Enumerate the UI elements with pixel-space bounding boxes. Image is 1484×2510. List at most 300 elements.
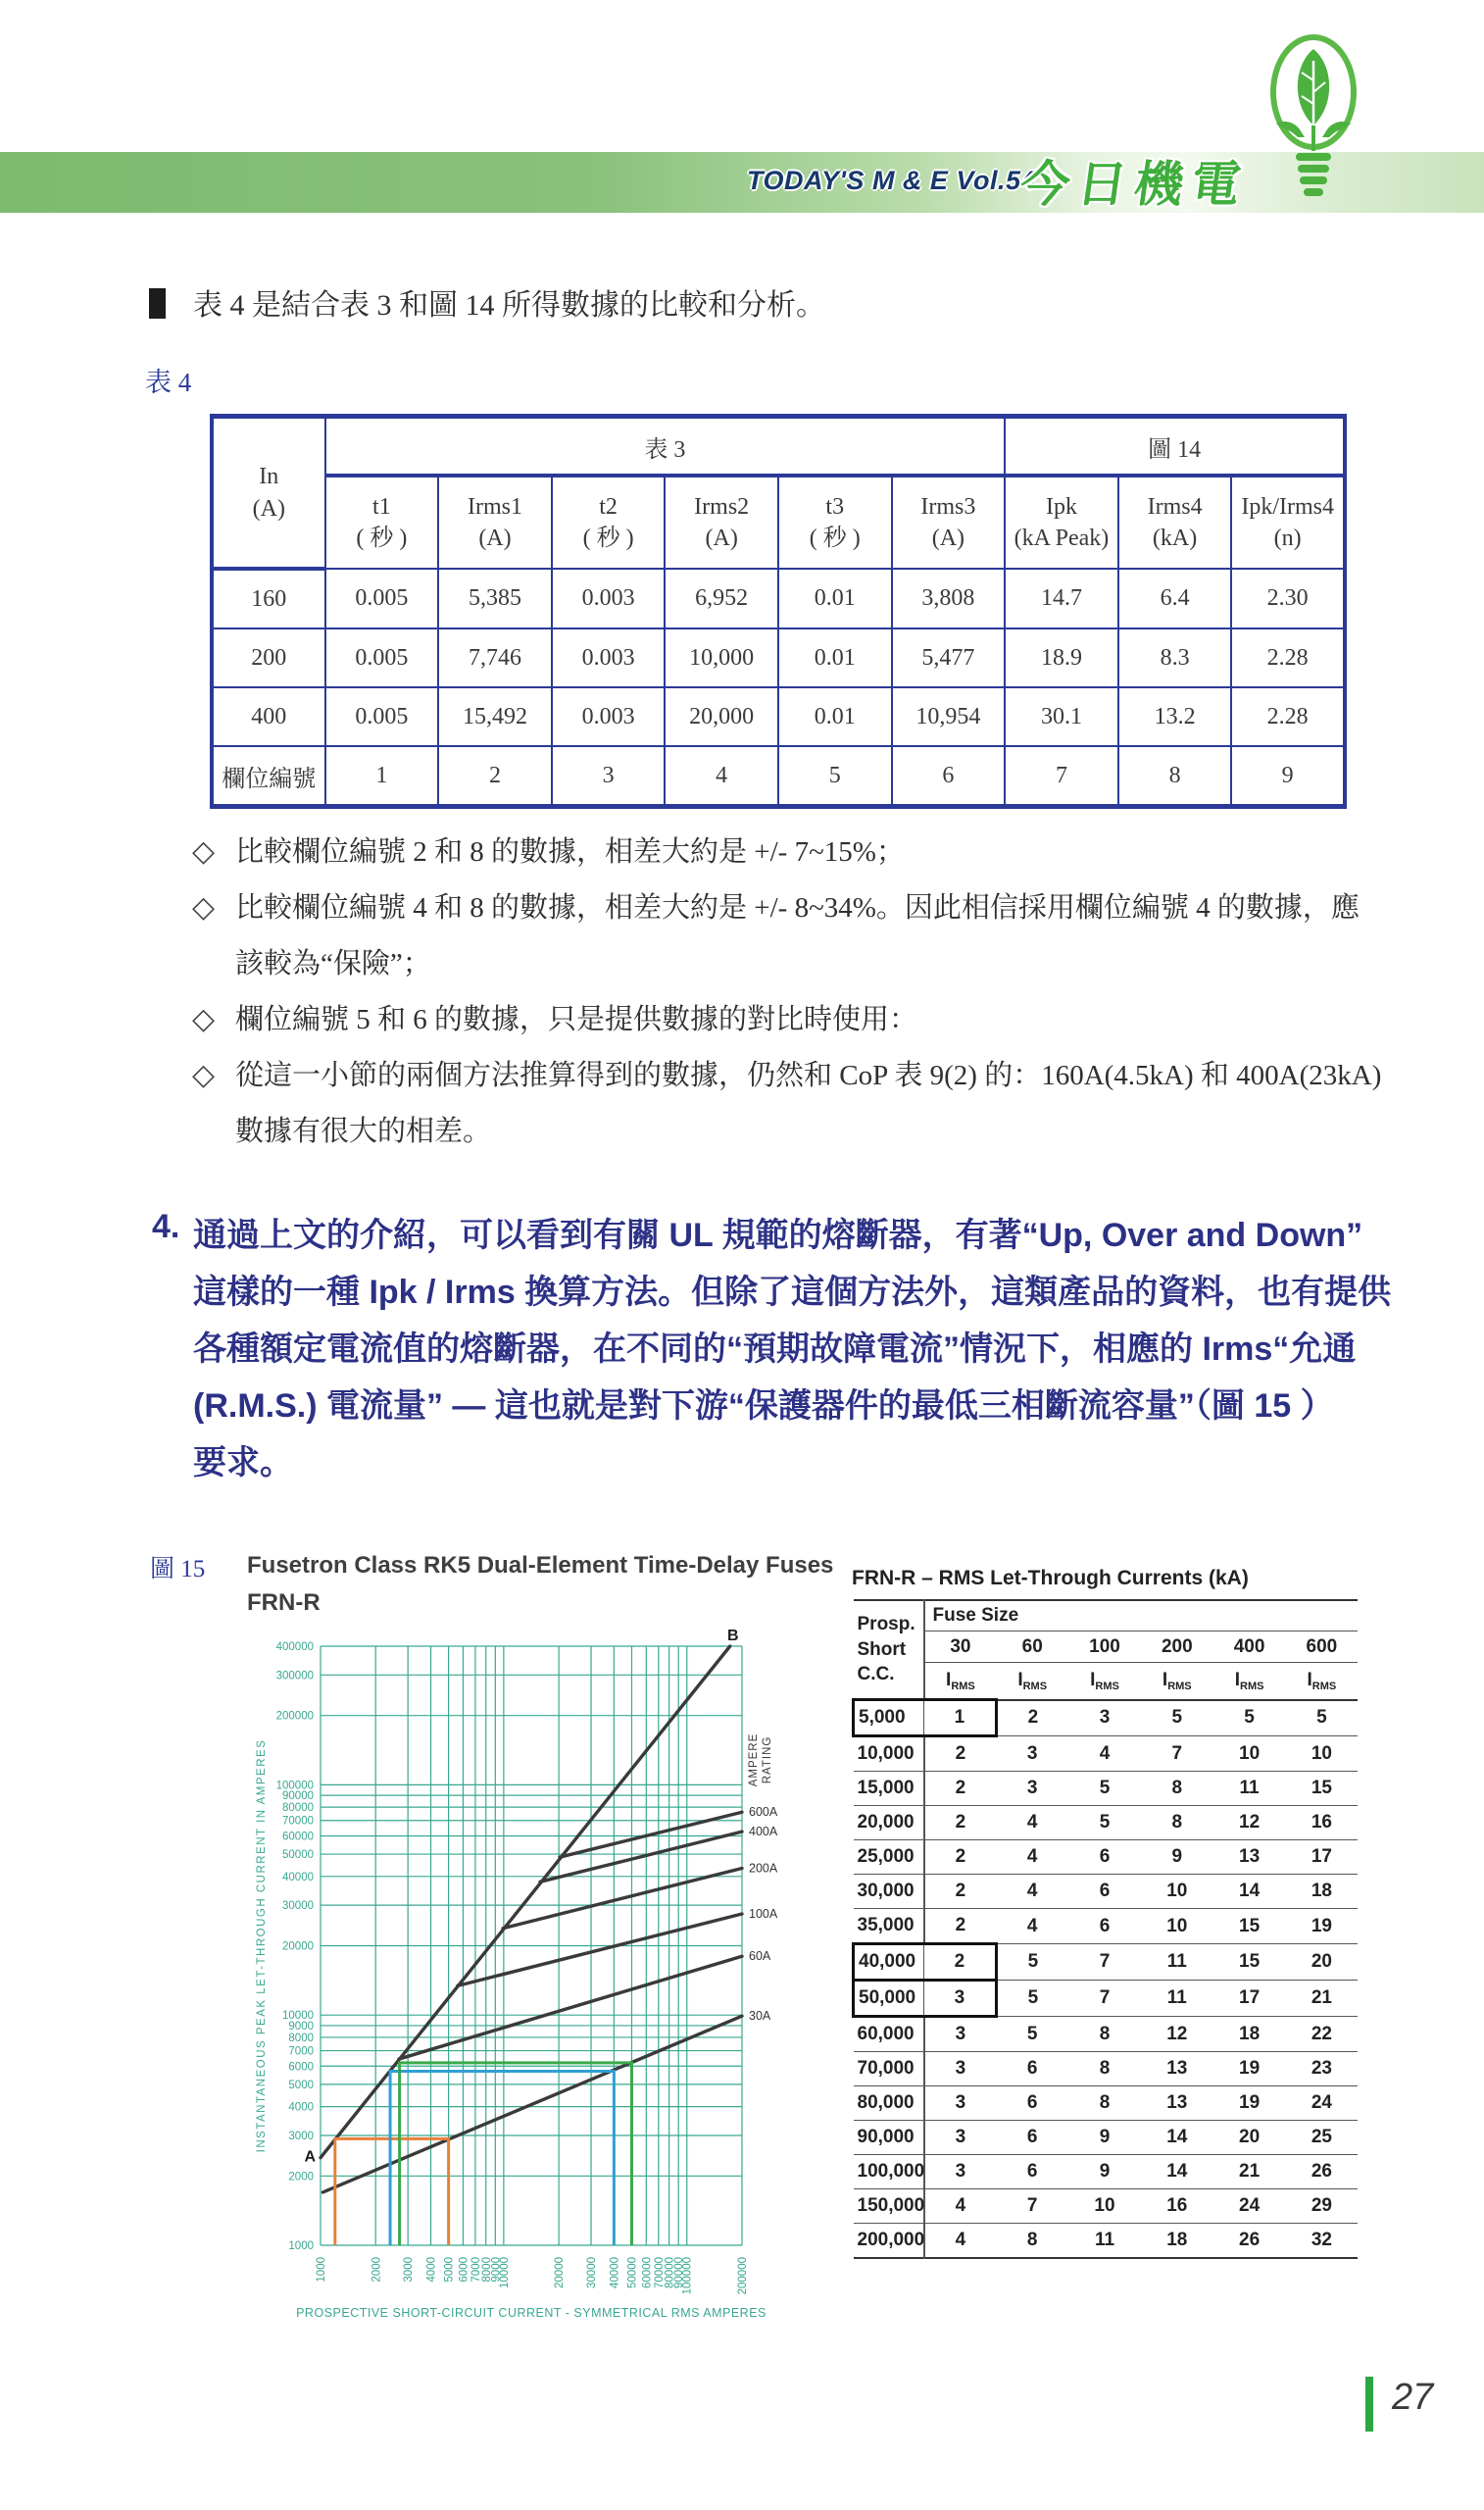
table4-cell: 10,000 (665, 628, 778, 687)
magazine-title-zh: 今日機電 (1016, 157, 1253, 212)
table4-cell: 0.003 (552, 628, 666, 687)
frn-cell-irms: 4 (996, 1806, 1068, 1840)
bullet-line (192, 885, 1360, 926)
table4-column-header (665, 476, 778, 569)
frn-cell-irms: 13 (1141, 2052, 1213, 2086)
bullet-line (192, 1053, 1381, 1093)
table4 (210, 414, 1347, 809)
frn-cell-irms: 15 (1285, 1772, 1358, 1806)
frn-row (854, 2155, 1359, 2189)
bullet-text: 該較為“保險”； (235, 948, 431, 979)
table4-cell: 3 (552, 746, 666, 807)
frn-cell-irms: 26 (1213, 2224, 1286, 2259)
frn-header-row1 (854, 1600, 1359, 1632)
x-tick-label: 7000 (470, 2257, 482, 2283)
column-symbol: Ipk (1045, 493, 1077, 520)
table4-cell: 8.3 (1118, 628, 1232, 687)
table4-column-header (1231, 476, 1345, 569)
frn-row (854, 1875, 1359, 1909)
y-tick-label: 60000 (282, 1831, 314, 1843)
diamond-bullet-icon: ◇ (192, 1059, 216, 1091)
ampere-rating-label: RATING (762, 1735, 773, 1784)
table4-cell: 欄位編號 (212, 746, 325, 807)
frn-cell-irms: 11 (1213, 1772, 1286, 1806)
frn-cell-irms: 17 (1285, 1840, 1358, 1875)
frn-cell-irms: 2 (924, 1840, 997, 1875)
frn-cell-irms: 26 (1285, 2155, 1358, 2189)
let-through-chart (216, 1613, 823, 2363)
x-tick-label: 9000 (490, 2257, 503, 2283)
frn-row (854, 1944, 1359, 1981)
frn-cell-irms: 8 (1141, 1772, 1213, 1806)
frn-cell-irms: 6 (1068, 1909, 1141, 1944)
frn-row (854, 1909, 1359, 1944)
frn-cell-irms: 4 (924, 2189, 997, 2224)
table4-container (210, 414, 1347, 809)
column-unit: ( 秒 ) (582, 526, 634, 551)
y-tick-label: 90000 (282, 1790, 314, 1803)
frn-cell-irms: 14 (1213, 1875, 1286, 1909)
table4-cell: 2 (438, 746, 552, 807)
x-axis-title: PROSPECTIVE SHORT-CIRCUIT CURRENT - SYMMETRICAL RMS AMPERES (296, 2306, 767, 2320)
x-tick-label: 10000 (498, 2257, 511, 2288)
table4-column-header (778, 476, 892, 569)
y-tick-label: 2000 (288, 2171, 314, 2184)
column-unit: (A) (705, 526, 738, 551)
frn-header-fuse-size: Fuse Size (924, 1600, 1359, 1632)
frn-cell-irms: 11 (1141, 1944, 1213, 1981)
frn-cell-irms: 24 (1213, 2189, 1286, 2224)
frn-cell-irms: 7 (1141, 1736, 1213, 1772)
table4-cell: 0.003 (552, 569, 666, 628)
frn-cell-irms: 10 (1285, 1736, 1358, 1772)
table4-cell: 0.005 (325, 687, 439, 746)
frn-header-size: 60 (996, 1632, 1068, 1663)
frn-cell-prospective: 50,000 (854, 1981, 924, 2017)
frn-cell-irms: 12 (1141, 2017, 1213, 2052)
frn-cell-irms: 6 (996, 2121, 1068, 2155)
table4-column-header (1118, 476, 1232, 569)
frn-cell-irms: 5 (996, 1981, 1068, 2017)
frn-row (854, 1840, 1359, 1875)
x-tick-label: 20000 (554, 2257, 567, 2288)
overlay-example-green (400, 2063, 632, 2245)
frn-cell-irms: 8 (996, 2224, 1068, 2259)
frn-row (854, 2224, 1359, 2259)
frn-cell-irms: 19 (1213, 2052, 1286, 2086)
frn-cell-irms: 11 (1141, 1981, 1213, 2017)
x-tick-label: 2000 (371, 2257, 383, 2283)
frn-header-irms: $I_{RMS}$ (996, 1663, 1068, 1700)
bullet-line (192, 997, 917, 1037)
column-symbol: t3 (825, 493, 845, 520)
frn-cell-irms: 2 (924, 1875, 997, 1909)
table4-cell: 0.01 (778, 628, 892, 687)
x-tick-label: 8000 (480, 2257, 493, 2283)
frn-cell-irms: 19 (1213, 2086, 1286, 2121)
frn-header-size: 30 (924, 1632, 997, 1663)
y-tick-label: 20000 (282, 1940, 314, 1953)
figure15-caption: 圖 15 (150, 1556, 206, 1582)
frn-cell-irms: 2 (924, 1772, 997, 1806)
frn-row (854, 1981, 1359, 2017)
frn-cell-irms: 7 (1068, 1981, 1141, 2017)
x-tick-label: 60000 (641, 2257, 654, 2288)
table4-cell: 2.30 (1231, 569, 1345, 628)
frn-table (852, 1599, 1358, 2259)
frn-cell-irms: 5 (1285, 1700, 1358, 1736)
section4-line: 要求。 (193, 1444, 293, 1481)
table4-cell: 7,746 (438, 628, 552, 687)
frn-cell-irms: 2 (924, 1944, 997, 1981)
frn-cell-irms: 18 (1285, 1875, 1358, 1909)
table4-cell: 0.005 (325, 628, 439, 687)
frn-header-irms: $I_{RMS}$ (1141, 1663, 1213, 1700)
table4-cell: 15,492 (438, 687, 552, 746)
y-tick-label: 300000 (275, 1670, 314, 1682)
frn-cell-prospective: 5,000 (854, 1700, 924, 1736)
table4-column-header (438, 476, 552, 569)
page-number-bar (1365, 2377, 1373, 2432)
frn-cell-irms: 6 (996, 2155, 1068, 2189)
figure15-title-line1: Fusetron Class RK5 Dual-Element Time-Delay Fuses (247, 1552, 834, 1579)
frn-header-irms-sub: RMS (1095, 1680, 1119, 1692)
frn-header-prospective-line: Short (857, 1638, 907, 1660)
frn-header-irms-sub: RMS (1240, 1680, 1264, 1692)
fuse-curve-label-60A: 60A (749, 1949, 771, 1964)
table4-cell: 6.4 (1118, 569, 1232, 628)
frn-cell-irms: 3 (996, 1772, 1068, 1806)
table4-cell: 2.28 (1231, 687, 1345, 746)
table4-cell: 2.28 (1231, 628, 1345, 687)
y-tick-label: 80000 (282, 1802, 314, 1815)
frn-cell-prospective: 200,000 (854, 2224, 924, 2259)
x-tick-label: 200000 (737, 2257, 749, 2295)
figure15-title (247, 1547, 833, 1622)
table4-cell: 6 (892, 746, 1006, 807)
column-symbol: t2 (599, 493, 618, 520)
fuse-curve-60A (399, 1956, 742, 2059)
frn-header-size: 400 (1213, 1632, 1286, 1663)
table4-header-In-line2: (A) (252, 495, 285, 522)
frn-cell-irms: 16 (1141, 2189, 1213, 2224)
diamond-bullet-icon: ◇ (192, 835, 216, 868)
table4-cell: 13.2 (1118, 687, 1232, 746)
diamond-bullet-icon: ◇ (192, 891, 216, 924)
frn-row (854, 2052, 1359, 2086)
y-tick-label: 30000 (282, 1900, 314, 1913)
section4-line: 這樣的一種 Ipk / Irms 換算方法。但除了這個方法外，這類產品的資料，也有提供 (193, 1274, 1392, 1311)
frn-row (854, 1736, 1359, 1772)
intro-line (149, 280, 825, 324)
x-tick-label: 30000 (586, 2257, 599, 2288)
table4-column-header (552, 476, 666, 569)
frn-cell-prospective: 40,000 (854, 1944, 924, 1981)
frn-cell-prospective: 20,000 (854, 1806, 924, 1840)
table4-cell: 200 (212, 628, 325, 687)
column-symbol: Irms2 (694, 493, 750, 520)
bullet-text: 欄位編號 5 和 6 的數據，只是提供數據的對比時使用： (235, 1004, 918, 1035)
y-tick-label: 70000 (282, 1815, 314, 1828)
frn-row (854, 2121, 1359, 2155)
column-symbol: Irms3 (920, 493, 976, 520)
frn-cell-irms: 4 (1068, 1736, 1141, 1772)
frn-row (854, 1700, 1359, 1736)
table4-cell: 7 (1005, 746, 1118, 807)
frn-cell-irms: 6 (996, 2052, 1068, 2086)
frn-cell-prospective: 150,000 (854, 2189, 924, 2224)
frn-cell-irms: 12 (1213, 1806, 1286, 1840)
frn-cell-irms: 15 (1213, 1944, 1286, 1981)
column-unit: (A) (931, 526, 965, 551)
frn-cell-irms: 21 (1213, 2155, 1286, 2189)
frn-row (854, 1772, 1359, 1806)
frn-cell-irms: 9 (1141, 1840, 1213, 1875)
frn-cell-irms: 6 (1068, 1840, 1141, 1875)
y-tick-label: 200000 (275, 1710, 314, 1723)
frn-cell-irms: 7 (1068, 1944, 1141, 1981)
column-unit: (n) (1273, 526, 1302, 551)
table4-column-header (892, 476, 1006, 569)
frn-cell-irms: 5 (1141, 1700, 1213, 1736)
frn-header-irms-sub: RMS (1311, 1680, 1337, 1692)
table4-row (212, 687, 1345, 746)
table4-header-In (212, 417, 325, 570)
frn-row (854, 2017, 1359, 2052)
frn-cell-irms: 3 (996, 1736, 1068, 1772)
frn-cell-irms: 24 (1285, 2086, 1358, 2121)
frn-cell-irms: 10 (1141, 1875, 1213, 1909)
table4-cell: 400 (212, 687, 325, 746)
y-tick-label: 40000 (282, 1871, 314, 1883)
frn-cell-prospective: 80,000 (854, 2086, 924, 2121)
frn-cell-irms: 2 (996, 1700, 1068, 1736)
frn-cell-irms: 2 (924, 1736, 997, 1772)
table4-cell: 5,477 (892, 628, 1006, 687)
table4-span-table3: 表 3 (325, 417, 1006, 477)
frn-cell-irms: 2 (924, 1909, 997, 1944)
frn-cell-irms: 5 (996, 1944, 1068, 1981)
frn-cell-prospective: 30,000 (854, 1875, 924, 1909)
frn-cell-irms: 3 (924, 2086, 997, 2121)
frn-cell-irms: 3 (924, 2052, 997, 2086)
frn-cell-irms: 29 (1285, 2189, 1358, 2224)
y-tick-label: 9000 (288, 2020, 314, 2033)
frn-header-size: 100 (1068, 1632, 1141, 1663)
frn-cell-irms: 15 (1213, 1909, 1286, 1944)
x-tick-label: 70000 (653, 2257, 666, 2288)
frn-cell-irms: 5 (1068, 1806, 1141, 1840)
bullet-line (192, 941, 431, 981)
table4-span-fig14: 圖 14 (1005, 417, 1345, 477)
frn-table-container (852, 1599, 1358, 2259)
column-unit: ( 秒 ) (809, 526, 861, 551)
section4-line: (R.M.S.) 電流量” — 這也就是對下游“保護器件的最低三相斷流容量”（圖 15 ） (193, 1387, 1334, 1425)
fuse-curve-200A (503, 1868, 742, 1928)
section4-line: 各種額定電流值的熔斷器，在不同的“預期故障電流”情況下，相應的 Irms“允通 (193, 1330, 1357, 1368)
column-symbol: Irms4 (1147, 493, 1203, 520)
table4-row (212, 569, 1345, 628)
table4-cell: 5 (778, 746, 892, 807)
table4-cell: 0.003 (552, 687, 666, 746)
fuse-curve-100A (458, 1914, 742, 1985)
x-tick-label: 1000 (316, 2257, 327, 2283)
frn-cell-irms: 16 (1285, 1806, 1358, 1840)
frn-cell-irms: 5 (1213, 1700, 1286, 1736)
y-tick-label: 400000 (275, 1641, 314, 1653)
x-tick-label: 5000 (443, 2257, 456, 2283)
x-tick-label: 90000 (673, 2257, 686, 2288)
table4-row (212, 628, 1345, 687)
frn-header-size: 200 (1141, 1632, 1213, 1663)
frn-cell-irms: 20 (1285, 1944, 1358, 1981)
frn-cell-irms: 5 (996, 2017, 1068, 2052)
frn-cell-irms: 1 (924, 1700, 997, 1736)
y-tick-label: 100000 (275, 1780, 314, 1792)
frn-cell-irms: 3 (924, 2017, 997, 2052)
frn-cell-irms: 10 (1213, 1736, 1286, 1772)
frn-cell-prospective: 10,000 (854, 1736, 924, 1772)
column-symbol: Irms1 (467, 493, 522, 520)
frn-cell-irms: 3 (924, 1981, 997, 2017)
frn-header-row2 (854, 1632, 1359, 1663)
frn-header-irms-sub: RMS (951, 1680, 975, 1692)
bullet-line (192, 829, 905, 870)
frn-cell-irms: 7 (996, 2189, 1068, 2224)
fuse-curve-label-400A: 400A (749, 1825, 778, 1839)
y-tick-label: 50000 (282, 1849, 314, 1862)
table4-cell: 0.01 (778, 569, 892, 628)
frn-cell-irms: 19 (1285, 1909, 1358, 1944)
x-tick-label: 4000 (425, 2257, 438, 2283)
page-number: 27 (1392, 2377, 1434, 2418)
y-tick-label: 3000 (288, 2130, 314, 2142)
frn-header-irms: $I_{RMS}$ (1285, 1663, 1358, 1700)
y-tick-label: 8000 (288, 2032, 314, 2044)
fuse-curve-label-30A: 30A (749, 2009, 771, 2024)
x-tick-label: 40000 (609, 2257, 621, 2288)
section4-number: 4. (152, 1208, 180, 1245)
frn-cell-irms: 9 (1068, 2121, 1141, 2155)
frn-cell-irms: 17 (1213, 1981, 1286, 2017)
frn-cell-prospective: 15,000 (854, 1772, 924, 1806)
frn-row (854, 2189, 1359, 2224)
table4-cell: 1 (325, 746, 439, 807)
frn-header-irms: $I_{RMS}$ (1213, 1663, 1286, 1700)
figure15-title-line2: FRN-R (247, 1589, 321, 1616)
frn-cell-irms: 23 (1285, 2052, 1358, 2086)
x-tick-label: 3000 (403, 2257, 416, 2283)
table4-column-header-row (212, 476, 1345, 569)
y-tick-label: 7000 (288, 2045, 314, 2058)
frn-row (854, 2086, 1359, 2121)
frn-table-title: FRN-R – RMS Let-Through Currents (kA) (852, 1567, 1249, 1589)
frn-cell-irms: 3 (924, 2155, 997, 2189)
table4-cell: 14.7 (1005, 569, 1118, 628)
frn-cell-irms: 3 (1068, 1700, 1141, 1736)
overlay-example-blue (390, 2072, 614, 2245)
frn-header-irms-sub: RMS (1167, 1680, 1192, 1692)
frn-cell-irms: 5 (1068, 1772, 1141, 1806)
frn-cell-irms: 32 (1285, 2224, 1358, 2259)
frn-header-irms: $I_{RMS}$ (1068, 1663, 1141, 1700)
frn-header-irms: $I_{RMS}$ (924, 1663, 997, 1700)
frn-cell-irms: 22 (1285, 2017, 1358, 2052)
table4-column-header (1005, 476, 1118, 569)
frn-header-irms-sub: RMS (1022, 1680, 1048, 1692)
frn-cell-prospective: 35,000 (854, 1909, 924, 1944)
x-tick-label: 100000 (681, 2257, 694, 2295)
x-tick-label: 6000 (458, 2257, 470, 2283)
section4-line: 通過上文的介紹，可以看到有關 UL 規範的熔斷器，有著“Up, Over and Down” (193, 1217, 1363, 1254)
frn-cell-irms: 14 (1141, 2155, 1213, 2189)
frn-cell-irms: 13 (1141, 2086, 1213, 2121)
frn-cell-irms: 4 (996, 1840, 1068, 1875)
point-B-label: B (726, 1628, 739, 1644)
table4-cell: 30.1 (1005, 687, 1118, 746)
y-tick-label: 5000 (288, 2079, 314, 2091)
magazine-title-en: TODAY'S M & E Vol.54 (747, 166, 1036, 195)
frn-cell-irms: 8 (1141, 1806, 1213, 1840)
fuse-curve-30A (322, 2016, 742, 2192)
frn-cell-irms: 2 (924, 1806, 997, 1840)
column-unit: (A) (478, 526, 512, 551)
frn-cell-irms: 20 (1213, 2121, 1286, 2155)
let-through-chart-svg (216, 1613, 823, 2358)
frn-header-prospective-line: C.C. (857, 1664, 895, 1685)
table4-cell: 9 (1231, 746, 1345, 807)
overlay-example-orange (335, 2138, 449, 2245)
frn-cell-irms: 4 (996, 1875, 1068, 1909)
frn-cell-irms: 11 (1068, 2224, 1141, 2259)
fuse-curve-label-200A: 200A (749, 1861, 778, 1876)
table4-cell: 20,000 (665, 687, 778, 746)
table4-caption: 表 4 (145, 368, 192, 397)
diamond-bullet-icon: ◇ (192, 1003, 216, 1035)
frn-header-prospective-line: Prosp. (857, 1614, 915, 1635)
bullet-text: 比較欄位編號 4 和 8 的數據，相差大約是 +/- 8~34%。因此相信採用欄位編號 4 的數據，應 (235, 892, 1360, 924)
fuse-curve-600A (560, 1812, 742, 1857)
y-axis-title: INSTANTANEOUS PEAK LET-THROUGH CURRENT IN AMPERES (256, 1738, 268, 2153)
table4-cell: 10,954 (892, 687, 1006, 746)
point-A-label: A (304, 2148, 316, 2166)
table4-header-In-line1: In (259, 464, 279, 490)
column-symbol: t1 (372, 493, 391, 520)
intro-text: 表 4 是結合表 3 和圖 14 所得數據的比較和分析。 (193, 289, 825, 322)
bullet-line (192, 1109, 491, 1149)
frn-header-row3 (854, 1663, 1359, 1700)
frn-header-prospective (854, 1600, 924, 1700)
y-tick-label: 4000 (288, 2101, 314, 2114)
frn-cell-irms: 4 (924, 2224, 997, 2259)
table4-cell: 5,385 (438, 569, 552, 628)
y-tick-label: 1000 (288, 2240, 314, 2252)
fuse-curve-label-100A: 100A (749, 1907, 778, 1922)
leaf-lightbulb-icon (1259, 22, 1372, 216)
y-tick-label: 10000 (282, 2010, 314, 2023)
table4-cell: 160 (212, 569, 325, 628)
frn-cell-prospective: 25,000 (854, 1840, 924, 1875)
frn-cell-irms: 18 (1141, 2224, 1213, 2259)
table4-row (212, 746, 1345, 807)
square-bullet-icon (149, 288, 166, 319)
frn-row (854, 1806, 1359, 1840)
frn-cell-irms: 6 (1068, 1875, 1141, 1909)
table4-cell: 6,952 (665, 569, 778, 628)
frn-cell-irms: 13 (1213, 1840, 1286, 1875)
column-unit: (kA Peak) (1014, 526, 1110, 551)
table4-cell: 0.01 (778, 687, 892, 746)
